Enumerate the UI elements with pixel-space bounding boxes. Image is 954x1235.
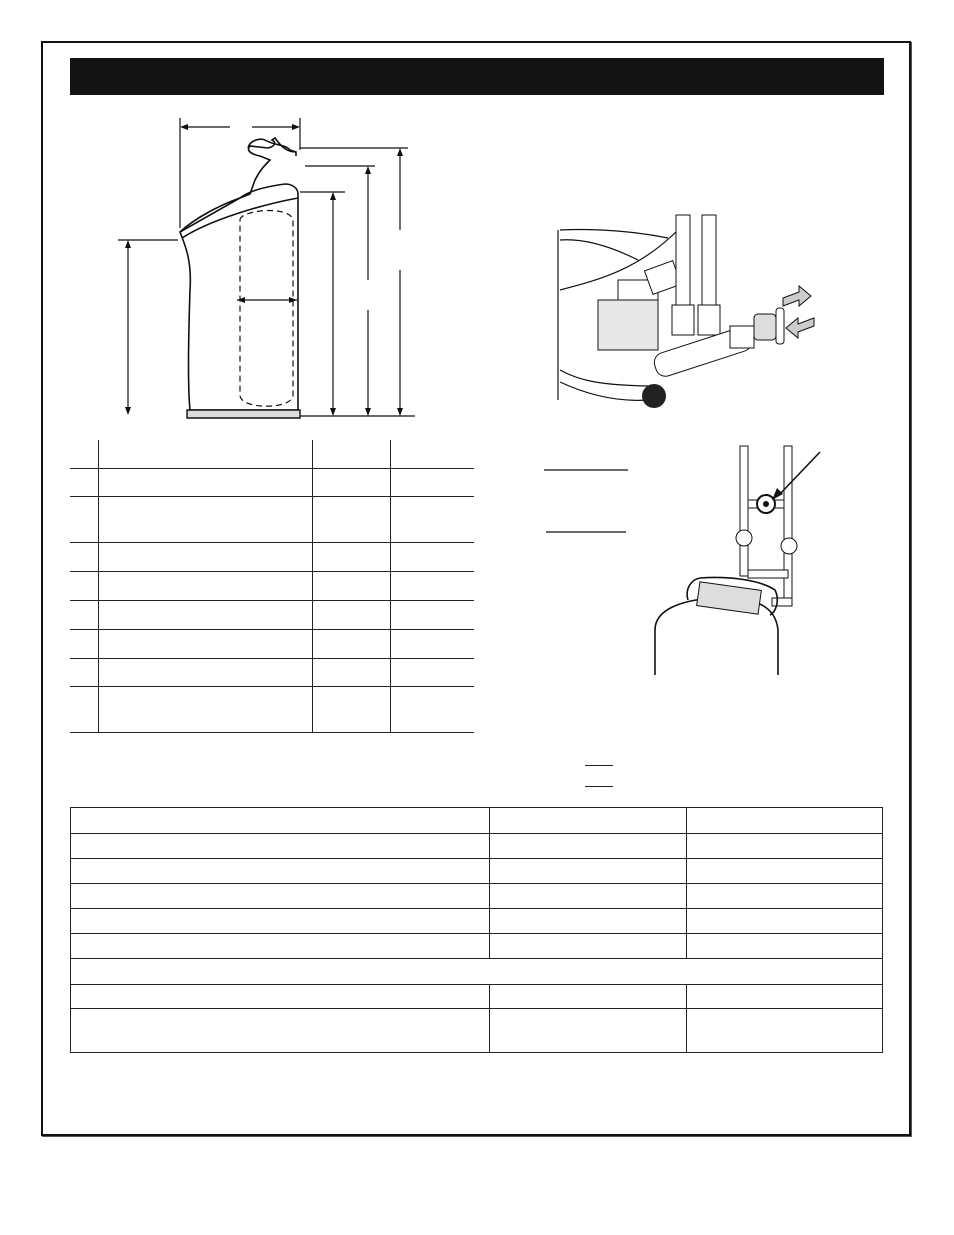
section-title-bar <box>70 58 884 95</box>
installation-figure <box>540 440 830 680</box>
figure-caption-line <box>585 786 613 787</box>
softener-dimension-figure <box>100 110 430 430</box>
figure-caption-line <box>585 765 613 766</box>
capacity-table <box>70 807 883 1053</box>
bypass-valve-figure <box>558 210 828 410</box>
section-title <box>70 68 82 85</box>
dimension-table <box>70 440 474 734</box>
